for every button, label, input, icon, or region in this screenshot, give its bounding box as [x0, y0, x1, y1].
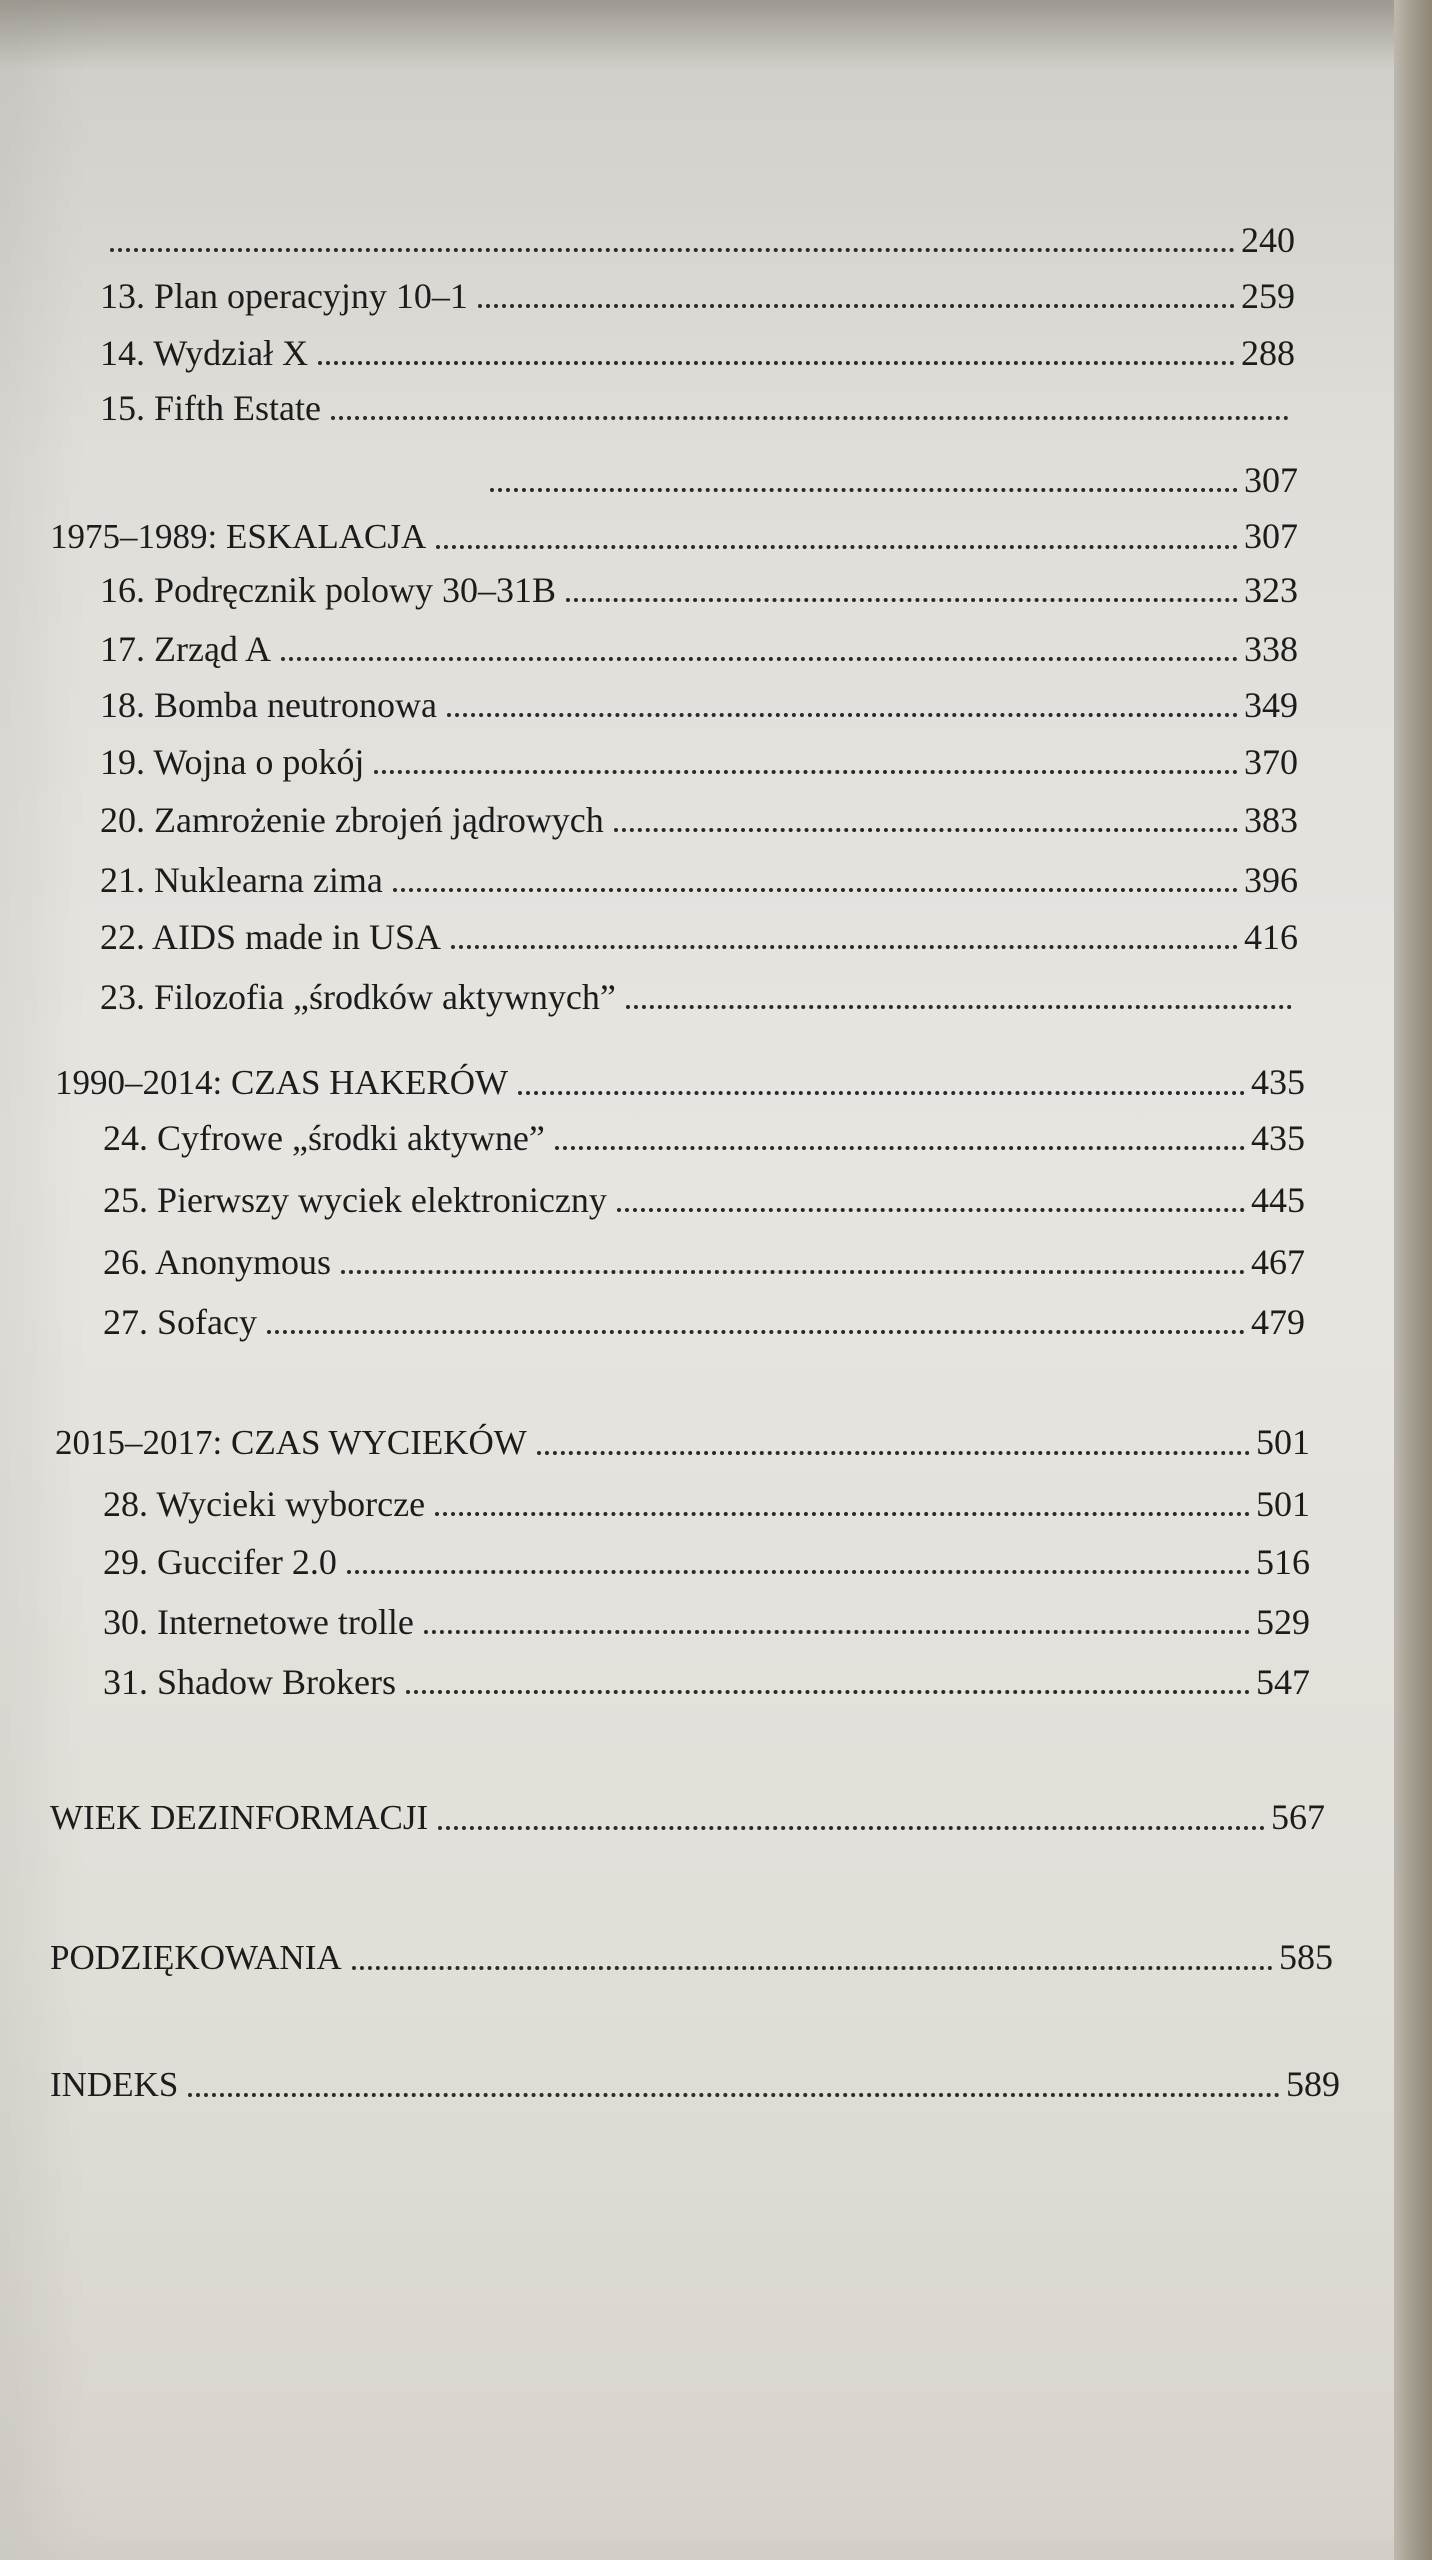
toc-entry-page: 259	[1241, 276, 1295, 316]
toc-entry-label: 15. Fifth Estate	[100, 388, 321, 428]
toc-entry	[103, 1540, 1310, 1584]
dot-leader	[267, 1330, 1245, 1334]
toc-entry-page: 240	[1241, 220, 1295, 260]
dot-leader	[424, 1630, 1250, 1634]
dot-leader	[188, 2093, 1280, 2097]
toc-entry-page: 445	[1251, 1180, 1305, 1220]
dot-leader	[518, 1091, 1245, 1095]
toc-entry	[100, 568, 1298, 612]
toc-entry-label: 27. Sofacy	[103, 1302, 257, 1342]
toc-entry-page: 383	[1244, 800, 1298, 840]
dot-leader	[435, 1512, 1250, 1516]
toc-entry	[103, 1240, 1305, 1284]
toc-entry-page: 435	[1251, 1118, 1305, 1158]
dot-leader	[393, 888, 1238, 892]
dot-leader	[566, 598, 1238, 602]
toc-entry-label: 28. Wycieki wyborcze	[103, 1484, 426, 1524]
dot-leader	[451, 945, 1238, 949]
section-title: PODZIĘKOWANIA	[50, 1938, 342, 1977]
toc-entry	[100, 740, 1298, 784]
section-heading	[50, 1795, 1325, 1840]
toc-entry	[103, 1600, 1310, 1644]
toc-entry-label: 20. Zamrożenie zbrojeń jądrowych	[100, 800, 604, 840]
toc-entry-page: 338	[1244, 629, 1298, 669]
toc-entry	[103, 1116, 1305, 1160]
dot-leader	[281, 657, 1238, 661]
toc-entry	[100, 915, 1298, 959]
dot-leader	[626, 1005, 1292, 1009]
toc-entry-page: 547	[1256, 1662, 1310, 1702]
toc-entry	[100, 386, 1295, 430]
toc-entry	[103, 1482, 1310, 1526]
toc-entry-label: 24. Cyfrowe „środki aktywne”	[103, 1118, 545, 1158]
toc-entry-label: 30. Internetowe trolle	[103, 1602, 414, 1642]
toc-entry-label: 16. Podręcznik polowy 30–31B	[100, 570, 556, 610]
toc-entry	[100, 975, 1298, 1019]
dot-leader	[438, 1826, 1265, 1830]
toc-entry-page: 467	[1251, 1242, 1305, 1282]
section-heading	[50, 1935, 1333, 1980]
toc-entry-page: 288	[1241, 333, 1295, 373]
toc-entry-label: 31. Shadow Brokers	[103, 1662, 396, 1702]
toc-entry-page: 501	[1256, 1484, 1310, 1524]
section-page: 585	[1279, 1937, 1333, 1977]
toc-entry	[100, 858, 1298, 902]
dot-leader	[447, 713, 1238, 717]
toc-entry	[100, 331, 1295, 375]
dot-leader	[490, 488, 1238, 492]
section-title: INDEKS	[50, 2065, 179, 2104]
dot-leader	[331, 416, 1289, 420]
toc-entry	[103, 1300, 1305, 1344]
dot-leader	[347, 1570, 1250, 1574]
toc-entry	[100, 627, 1298, 671]
section-heading	[50, 2062, 1340, 2107]
part-page: 307	[1244, 516, 1298, 556]
toc-entry-page: 396	[1244, 860, 1298, 900]
toc-entry-label: 21. Nuklearna zima	[100, 860, 383, 900]
dot-leader	[110, 248, 1235, 252]
part-title: 1975–1989: ESKALACJA	[50, 517, 427, 556]
toc-entry-page: 349	[1244, 685, 1298, 725]
dot-leader	[318, 361, 1235, 365]
toc-entry-label: 18. Bomba neutronowa	[100, 685, 437, 725]
toc-entry	[103, 1660, 1310, 1704]
toc-entry-page: 479	[1251, 1302, 1305, 1342]
toc-entry	[100, 683, 1298, 727]
toc-entry-page: 516	[1256, 1542, 1310, 1582]
toc-entry	[100, 274, 1295, 318]
toc-entry-label: 25. Pierwszy wyciek elektroniczny	[103, 1180, 607, 1220]
toc-entry-page: 323	[1244, 570, 1298, 610]
section-page: 567	[1271, 1797, 1325, 1837]
dot-leader	[406, 1690, 1250, 1694]
toc-entry	[100, 798, 1298, 842]
toc-entry	[490, 458, 1298, 502]
toc-entry-label: 23. Filozofia „środków aktywnych”	[100, 977, 616, 1017]
dot-leader	[555, 1146, 1245, 1150]
dot-leader	[478, 304, 1235, 308]
part-heading	[55, 1060, 1305, 1105]
section-title: WIEK DEZINFORMACJI	[50, 1798, 429, 1837]
dot-leader	[436, 545, 1238, 549]
part-heading	[55, 1420, 1310, 1465]
part-heading	[50, 514, 1298, 559]
dot-leader	[614, 828, 1238, 832]
toc-entry-label: 26. Anonymous	[103, 1242, 332, 1282]
part-page: 501	[1256, 1422, 1310, 1462]
toc-entry-label: 13. Plan operacyjny 10–1	[100, 276, 468, 316]
dot-leader	[374, 770, 1238, 774]
toc-entry-label: 29. Guccifer 2.0	[103, 1542, 337, 1582]
dot-leader	[352, 1966, 1273, 1970]
toc-entry-page: 529	[1256, 1602, 1310, 1642]
toc-entry-label: 22. AIDS made in USA	[100, 917, 441, 957]
dot-leader	[341, 1270, 1245, 1274]
part-page: 435	[1251, 1062, 1305, 1102]
toc-entry-page: 370	[1244, 742, 1298, 782]
toc-entry	[100, 218, 1295, 262]
toc-entry-label: 14. Wydział X	[100, 333, 309, 373]
toc-entry	[103, 1178, 1305, 1222]
dot-leader	[617, 1208, 1245, 1212]
toc-entry-label: 19. Wojna o pokój	[100, 742, 365, 782]
toc-entry-page: 307	[1244, 460, 1298, 500]
part-title: 1990–2014: CZAS HAKERÓW	[55, 1063, 509, 1102]
toc-entry-label: 17. Zrząd A	[100, 629, 271, 669]
dot-leader	[537, 1451, 1250, 1455]
toc-entry-page: 416	[1244, 917, 1298, 957]
part-title: 2015–2017: CZAS WYCIEKÓW	[55, 1423, 527, 1462]
section-page: 589	[1286, 2064, 1340, 2104]
